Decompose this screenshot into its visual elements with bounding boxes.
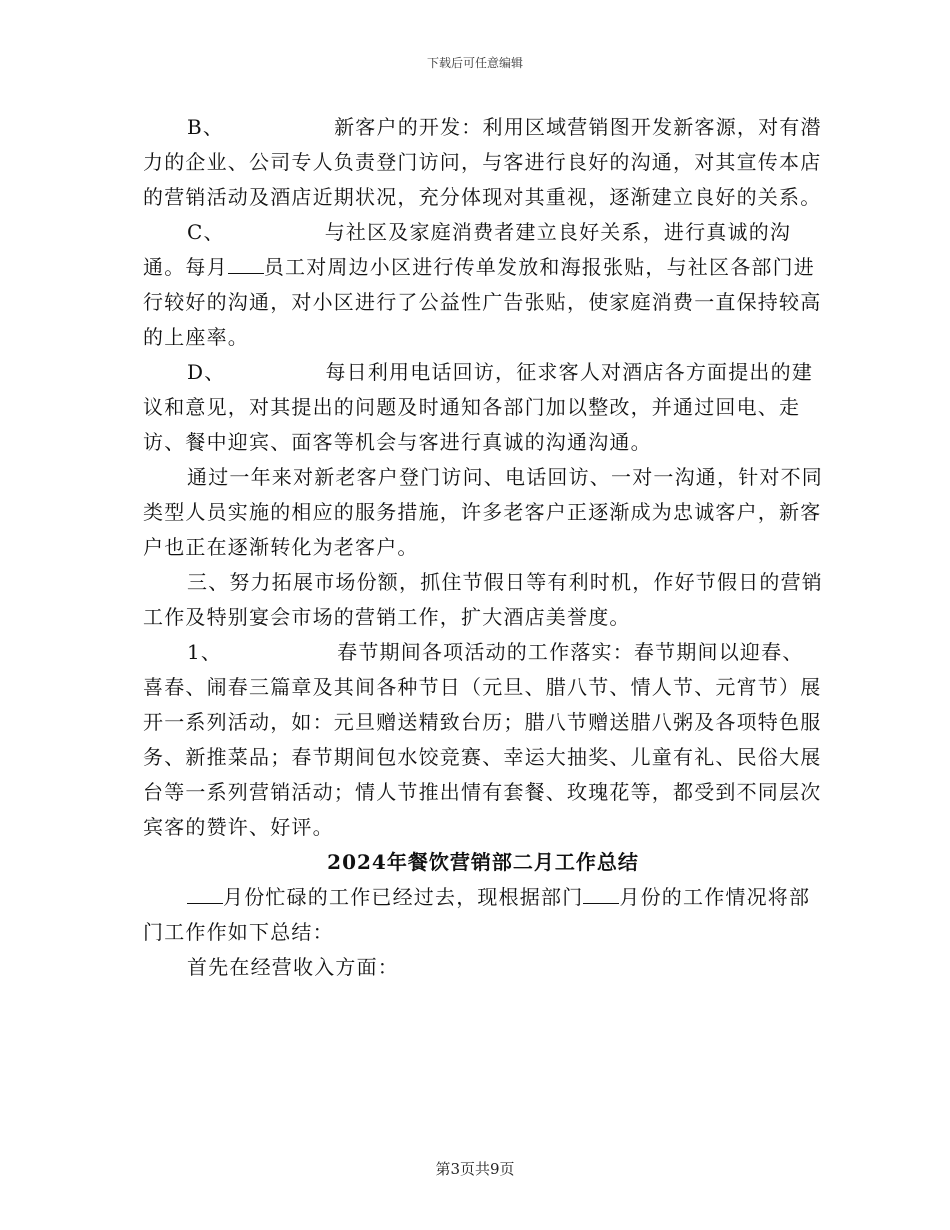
- paragraph-summary: 通过一年来对新老客户登门访问、电话回访、一对一沟通，针对不同类型人员实施的相应的服务措施，许多老客户正逐渐成为忠诚客户，新客户也正在逐渐转化为老客户。: [143, 465, 823, 559]
- paragraph-c-text-2: 员工对周边小区进行传单发放和海报张贴，与社区各部门进行较好的沟通，对小区进行了公益性广告张贴，使家庭消费一直保持较高的上座率。: [143, 255, 822, 349]
- blank-line: [228, 255, 264, 274]
- item-label-1: 1、: [187, 640, 223, 664]
- blank-line: [583, 885, 619, 904]
- document-body: [143, 110, 823, 985]
- item-label-d: D、: [187, 360, 226, 384]
- paragraph-c: [143, 215, 823, 355]
- item-label-b: B、: [187, 115, 225, 139]
- blank-line: [187, 885, 223, 904]
- page-header-note: 下载后可任意编辑: [426, 56, 523, 70]
- paragraph-first: 首先在经营收入方面：: [187, 955, 399, 979]
- paragraph-d-text: 每日利用电话回访，征求客人对酒店各方面提出的建议和意见，对其提出的问题及时通知各部门加以整改，并通过回电、走访、餐中迎宾、面客等机会与客进行真诚的沟通沟通。: [143, 360, 814, 454]
- paragraph-b: [143, 110, 823, 215]
- item-label-c: C、: [187, 220, 225, 244]
- paragraph-intro-text-2: 月份的工作情况将部门工作作如下总结：: [143, 885, 811, 944]
- paragraph-d: [143, 355, 823, 460]
- document-title: 2024年餐饮营销部二月工作总结: [327, 850, 639, 874]
- page-number: 第3页共9页: [435, 1160, 515, 1178]
- paragraph-item-1-text: 春节期间各项活动的工作落实：春节期间以迎春、喜春、闹春三篇章及其间各种节日（元旦、腊八节、情人节、元宵节）展开一系列活动，如：元旦赠送精致台历；腊八节赠送腊八粥及各项特色服务、新推菜品；春节期间包水饺竞赛、幸运大抽奖、儿童有礼、民俗大展台等一系列营销活动；情人节推出情有套餐、玫瑰花等，都受到不同层次宾客的赞许、好评。: [143, 640, 822, 839]
- paragraph-b-text: 新客户的开发：利用区域营销图开发新客源，对有潜力的企业、公司专人负责登门访问，与客进行良好的沟通，对其宣传本店的营销活动及酒店近期状况，充分体现对其重视，逐渐建立良好的关系。: [143, 115, 822, 209]
- paragraph-intro-text-1: 月份忙碌的工作已经过去，现根据部门: [223, 885, 584, 909]
- paragraph-item-1: [143, 635, 823, 845]
- paragraph-intro: [143, 880, 823, 950]
- paragraph-section-3: 三、努力拓展市场份额，抓住节假日等有利时机，作好节假日的营销工作及特别宴会市场的营销工作，扩大酒店美誉度。: [143, 570, 823, 629]
- paragraph-c-text-1: 与社区及家庭消费者建立良好关系，进行真诚的沟通。每月: [143, 220, 792, 279]
